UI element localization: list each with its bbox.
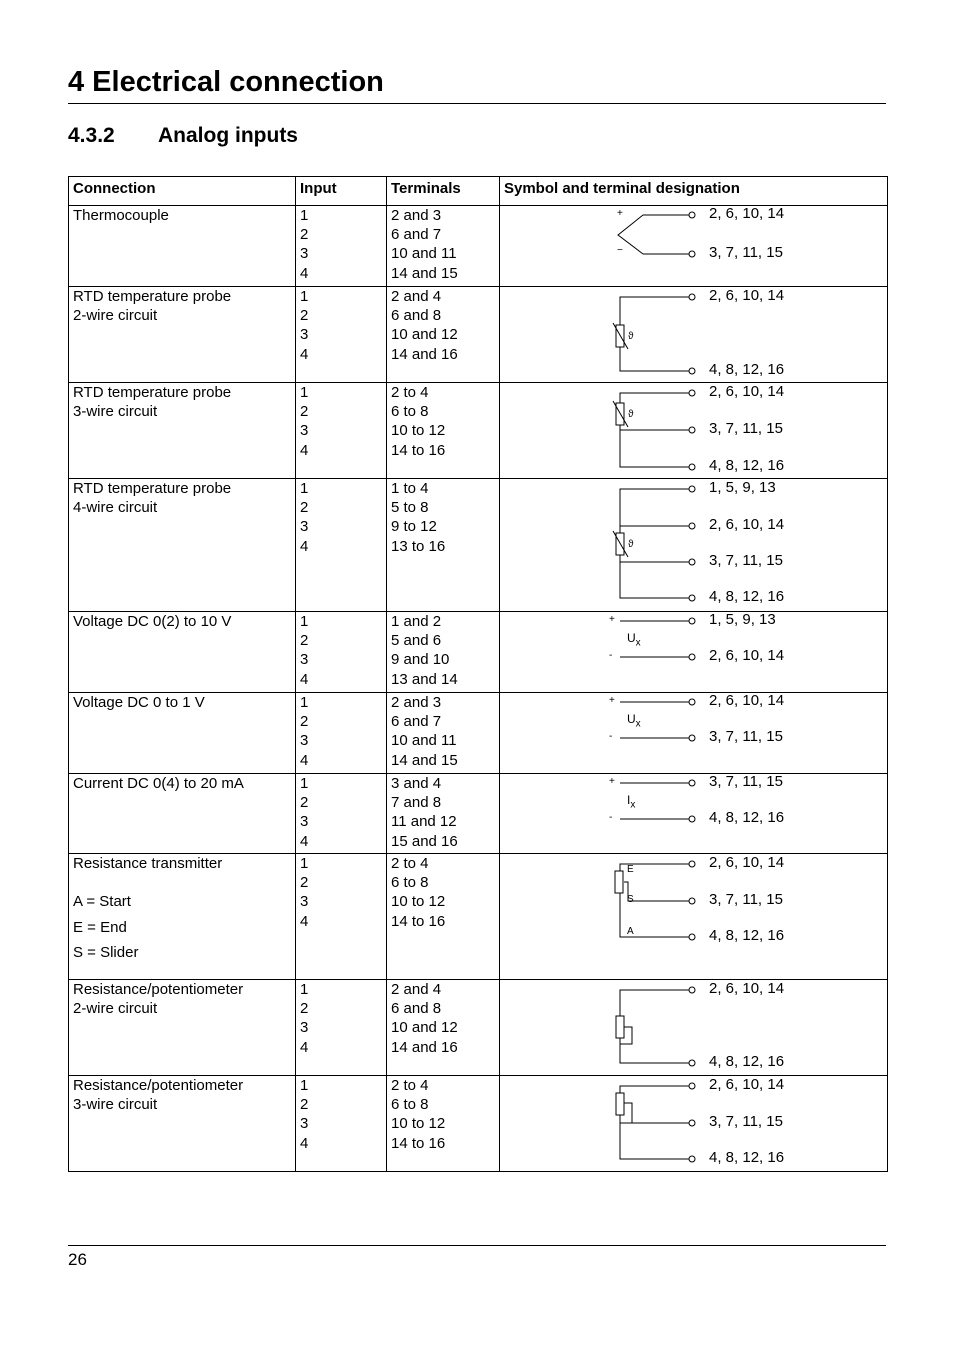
circuit-symbol bbox=[500, 1076, 886, 1172]
terminals-cell bbox=[387, 612, 500, 693]
input-cell-line: 2 bbox=[300, 794, 309, 812]
input-cell-line: 2 bbox=[300, 1000, 309, 1018]
input-cell-line: 4 bbox=[300, 1134, 309, 1152]
symbol-cell bbox=[500, 479, 888, 612]
input-cell-line: 1 bbox=[300, 207, 309, 224]
input-cell bbox=[296, 287, 387, 383]
table-row bbox=[69, 1076, 888, 1172]
symbol-cell bbox=[500, 980, 888, 1076]
terminal-label: 4, 8, 12, 16 bbox=[709, 1053, 785, 1070]
terminal-label: 4, 8, 12, 16 bbox=[709, 809, 785, 826]
minus-sign: - bbox=[609, 731, 613, 742]
connection-cell bbox=[69, 206, 296, 287]
terminal-circle-icon bbox=[689, 294, 695, 300]
terminal-circle-icon bbox=[689, 1120, 695, 1126]
terminal-label: 3, 7, 11, 15 bbox=[709, 244, 783, 261]
terminal-label: 3, 7, 11, 15 bbox=[709, 891, 783, 908]
wire bbox=[620, 425, 689, 467]
connection-cell-line: Thermocouple bbox=[73, 207, 169, 224]
connection-cell-line: 4-wire circuit bbox=[73, 499, 158, 517]
table-row bbox=[69, 693, 888, 774]
terminal-circle-icon bbox=[689, 1083, 695, 1089]
header-input: Input bbox=[296, 177, 387, 206]
circuit-symbol bbox=[500, 479, 886, 612]
terminals-cell-line: 6 to 8 bbox=[391, 403, 429, 421]
input-cell-line: 2 bbox=[300, 499, 309, 517]
input-cell bbox=[296, 383, 387, 479]
terminal-circle-icon bbox=[689, 987, 695, 993]
table-row bbox=[69, 612, 888, 693]
input-cell-line: 3 bbox=[300, 893, 309, 911]
connection-cell-line: RTD temperature probe bbox=[73, 384, 232, 401]
table-row bbox=[69, 980, 888, 1076]
section-title: Analog inputs bbox=[158, 124, 298, 147]
source-variable-name: I bbox=[627, 793, 631, 807]
input-cell-line: 4 bbox=[300, 345, 309, 363]
input-cell-line: 2 bbox=[300, 632, 309, 650]
symbol-cell bbox=[500, 693, 888, 774]
terminals-cell-line: 14 to 16 bbox=[391, 441, 446, 459]
table-row bbox=[69, 774, 888, 854]
wire bbox=[620, 555, 689, 598]
table-row bbox=[69, 206, 888, 287]
terminal-circle-icon bbox=[689, 464, 695, 470]
terminal-circle-icon bbox=[689, 1060, 695, 1066]
terminals-cell-line: 15 and 16 bbox=[391, 832, 458, 850]
terminals-cell-line: 10 to 12 bbox=[391, 422, 446, 440]
theta-symbol: ϑ bbox=[628, 331, 634, 342]
terminals-cell bbox=[387, 774, 500, 854]
symbol-cell bbox=[500, 854, 888, 980]
source-variable-subscript: x bbox=[635, 718, 641, 730]
terminals-cell-line: 10 and 11 bbox=[391, 732, 457, 750]
input-cell bbox=[296, 612, 387, 693]
input-cell-line: 1 bbox=[300, 288, 309, 305]
terminal-circle-icon bbox=[689, 486, 695, 492]
terminal-circle-icon bbox=[689, 251, 695, 257]
input-cell-line: 3 bbox=[300, 651, 309, 669]
terminals-cell-line: 13 and 14 bbox=[391, 670, 458, 688]
connection-cell bbox=[69, 854, 296, 980]
transmitter-resistor-icon bbox=[615, 871, 623, 893]
connection-cell-line: Current DC 0(4) to 20 mA bbox=[73, 775, 244, 792]
terminals-cell-line: 6 and 7 bbox=[391, 713, 442, 731]
terminal-label: 2, 6, 10, 14 bbox=[709, 516, 785, 533]
terminals-cell-line: 14 to 16 bbox=[391, 912, 446, 930]
terminals-cell-line: 6 and 8 bbox=[391, 1000, 442, 1018]
input-cell bbox=[296, 980, 387, 1076]
terminal-circle-icon bbox=[689, 780, 695, 786]
plus-sign: + bbox=[609, 776, 615, 787]
terminals-cell-line: 14 to 16 bbox=[391, 1134, 446, 1152]
table-row bbox=[69, 479, 888, 612]
input-cell-line: 1 bbox=[300, 981, 309, 998]
terminals-cell bbox=[387, 1076, 500, 1172]
terminals-cell-line: 2 to 4 bbox=[391, 384, 429, 401]
terminals-cell bbox=[387, 206, 500, 287]
input-cell-line: 1 bbox=[300, 480, 309, 497]
terminals-cell-line: 1 and 2 bbox=[391, 613, 442, 630]
terminals-cell-line: 10 to 12 bbox=[391, 1115, 446, 1133]
connection-cell bbox=[69, 774, 296, 854]
plus-sign: + bbox=[617, 208, 623, 219]
circuit-symbol bbox=[500, 383, 886, 479]
minus-sign: - bbox=[609, 650, 613, 661]
wire bbox=[620, 1086, 689, 1093]
symbol-cell bbox=[500, 774, 888, 854]
connection-cell bbox=[69, 980, 296, 1076]
terminal-label: 4, 8, 12, 16 bbox=[709, 361, 785, 378]
symbol-cell bbox=[500, 206, 888, 287]
terminals-cell-line: 6 and 7 bbox=[391, 226, 442, 244]
terminals-cell-line: 2 and 4 bbox=[391, 981, 442, 998]
terminal-label: 1, 5, 9, 13 bbox=[709, 479, 776, 496]
connection-cell bbox=[69, 287, 296, 383]
source-variable-subscript: x bbox=[630, 799, 636, 811]
source-variable bbox=[627, 793, 635, 810]
section-number: 4.3.2 bbox=[68, 124, 115, 147]
terminal-label: 4, 8, 12, 16 bbox=[709, 1149, 785, 1166]
terminal-label: 2, 6, 10, 14 bbox=[709, 854, 785, 871]
connection-cell-line: RTD temperature probe bbox=[73, 480, 232, 497]
header-terminals: Terminals bbox=[387, 177, 500, 206]
minus-sign: - bbox=[609, 812, 613, 823]
terminal-label: 4, 8, 12, 16 bbox=[709, 588, 785, 605]
symbol-cell bbox=[500, 612, 888, 693]
connection-cell-line: Resistance/potentiometer bbox=[73, 1077, 244, 1094]
source-variable bbox=[627, 712, 641, 729]
connection-cell-line: Resistance transmitter bbox=[73, 855, 223, 872]
potentiometer-icon bbox=[616, 1093, 624, 1115]
connection-cell bbox=[69, 383, 296, 479]
input-cell-line: 4 bbox=[300, 537, 309, 555]
input-cell-line: 4 bbox=[300, 1038, 309, 1056]
input-cell-line: 2 bbox=[300, 403, 309, 421]
terminal-circle-icon bbox=[689, 816, 695, 822]
plus-sign: + bbox=[609, 614, 615, 625]
input-cell-line: 4 bbox=[300, 832, 309, 850]
symbol-cell bbox=[500, 383, 888, 479]
terminals-cell-line: 6 to 8 bbox=[391, 1096, 429, 1114]
terminal-label: 2, 6, 10, 14 bbox=[709, 383, 785, 400]
connection-cell-line: 3-wire circuit bbox=[73, 403, 158, 421]
header-symbol: Symbol and terminal designation bbox=[500, 177, 888, 206]
connection-cell-line: 2-wire circuit bbox=[73, 1000, 158, 1018]
terminal-circle-icon bbox=[689, 368, 695, 374]
terminal-circle-icon bbox=[689, 212, 695, 218]
terminal-label: 2, 6, 10, 14 bbox=[709, 1076, 785, 1093]
table-header-row bbox=[69, 177, 888, 206]
terminal-circle-icon bbox=[689, 654, 695, 660]
terminal-label: 2, 6, 10, 14 bbox=[709, 980, 785, 997]
terminals-cell-line: 6 to 8 bbox=[391, 874, 429, 892]
terminal-circle-icon bbox=[689, 735, 695, 741]
terminals-cell-line: 3 and 4 bbox=[391, 775, 442, 792]
table-row bbox=[69, 854, 888, 980]
input-cell bbox=[296, 854, 387, 980]
header-connection: Connection bbox=[69, 177, 296, 206]
connection-cell bbox=[69, 693, 296, 774]
theta-symbol: ϑ bbox=[628, 409, 634, 420]
terminal-circle-icon bbox=[689, 559, 695, 565]
header-rule bbox=[68, 103, 886, 104]
input-cell bbox=[296, 1076, 387, 1172]
wire bbox=[624, 1103, 632, 1123]
terminals-cell-line: 9 to 12 bbox=[391, 518, 437, 536]
circuit-symbol bbox=[500, 980, 886, 1076]
connection-cell-line: A = Start bbox=[73, 893, 131, 911]
terminals-cell-line: 5 to 8 bbox=[391, 499, 429, 517]
terminal-label: 4, 8, 12, 16 bbox=[709, 457, 785, 474]
wire bbox=[620, 347, 689, 371]
wire bbox=[620, 1115, 689, 1159]
terminal-label: 2, 6, 10, 14 bbox=[709, 692, 785, 709]
page-number: 26 bbox=[68, 1250, 87, 1269]
input-cell bbox=[296, 693, 387, 774]
terminals-cell bbox=[387, 980, 500, 1076]
input-cell-line: 4 bbox=[300, 441, 309, 459]
terminal-circle-icon bbox=[689, 699, 695, 705]
source-variable-subscript: x bbox=[635, 637, 641, 649]
connection-cell-line: Voltage DC 0(2) to 10 V bbox=[73, 613, 232, 630]
table-row bbox=[69, 287, 888, 383]
terminal-circle-icon bbox=[689, 898, 695, 904]
terminal-circle-icon bbox=[689, 618, 695, 624]
connection-cell bbox=[69, 479, 296, 612]
terminal-circle-icon bbox=[689, 1156, 695, 1162]
table-row bbox=[69, 383, 888, 479]
input-cell-line: 2 bbox=[300, 713, 309, 731]
terminal-label: 2, 6, 10, 14 bbox=[709, 205, 785, 222]
input-cell-line: 2 bbox=[300, 226, 309, 244]
input-cell-line: 1 bbox=[300, 1077, 309, 1094]
input-cell-line: 3 bbox=[300, 245, 309, 263]
terminals-cell-line: 11 and 12 bbox=[391, 813, 457, 831]
input-cell-line: 2 bbox=[300, 874, 309, 892]
minus-sign: − bbox=[617, 245, 623, 256]
input-cell-line: 3 bbox=[300, 326, 309, 344]
terminals-cell-line: 10 and 12 bbox=[391, 1019, 458, 1037]
terminal-circle-icon bbox=[689, 595, 695, 601]
terminals-cell-line: 13 to 16 bbox=[391, 537, 446, 555]
terminals-cell-line: 10 to 12 bbox=[391, 893, 446, 911]
connection-cell-line: S = Slider bbox=[73, 943, 139, 961]
input-cell-line: 3 bbox=[300, 732, 309, 750]
terminal-label: 2, 6, 10, 14 bbox=[709, 287, 785, 304]
symbol-cell bbox=[500, 287, 888, 383]
terminal-label: 3, 7, 11, 15 bbox=[709, 420, 783, 437]
input-cell-line: 4 bbox=[300, 751, 309, 769]
terminals-cell bbox=[387, 383, 500, 479]
connection-cell-line: 2-wire circuit bbox=[73, 307, 158, 325]
wire bbox=[620, 393, 689, 403]
terminals-cell-line: 14 and 16 bbox=[391, 345, 458, 363]
circuit-symbol bbox=[500, 287, 886, 383]
end-letter: E bbox=[627, 864, 634, 875]
terminal-label: 2, 6, 10, 14 bbox=[709, 647, 785, 664]
wire bbox=[620, 990, 689, 1016]
symbol-cell bbox=[500, 1076, 888, 1172]
source-variable-name: U bbox=[627, 712, 636, 726]
terminal-label: 1, 5, 9, 13 bbox=[709, 611, 776, 628]
chapter-title: 4 Electrical connection bbox=[68, 66, 384, 98]
connection-cell-line: Voltage DC 0 to 1 V bbox=[73, 694, 205, 711]
footer-rule bbox=[68, 1245, 886, 1246]
terminal-label: 3, 7, 11, 15 bbox=[709, 773, 783, 790]
terminals-cell-line: 5 and 6 bbox=[391, 632, 442, 650]
terminals-cell-line: 2 and 3 bbox=[391, 207, 442, 224]
circuit-symbol bbox=[500, 612, 886, 693]
terminal-label: 3, 7, 11, 15 bbox=[709, 552, 783, 569]
input-cell-line: 3 bbox=[300, 1019, 309, 1037]
terminals-cell bbox=[387, 479, 500, 612]
terminal-label: 3, 7, 11, 15 bbox=[709, 1113, 783, 1130]
terminals-cell bbox=[387, 287, 500, 383]
terminals-cell-line: 14 and 15 bbox=[391, 264, 458, 282]
terminal-circle-icon bbox=[689, 934, 695, 940]
input-cell-line: 1 bbox=[300, 694, 309, 711]
circuit-symbol bbox=[500, 206, 886, 287]
input-cell bbox=[296, 774, 387, 854]
input-cell bbox=[296, 206, 387, 287]
connection-cell bbox=[69, 612, 296, 693]
input-cell-line: 3 bbox=[300, 1115, 309, 1133]
circuit-symbol bbox=[500, 693, 886, 774]
input-cell-line: 4 bbox=[300, 264, 309, 282]
connection-cell-line: 3-wire circuit bbox=[73, 1096, 158, 1114]
terminals-cell-line: 10 and 11 bbox=[391, 245, 457, 263]
input-cell bbox=[296, 479, 387, 612]
terminal-circle-icon bbox=[689, 390, 695, 396]
terminal-circle-icon bbox=[689, 427, 695, 433]
terminals-cell-line: 6 and 8 bbox=[391, 307, 442, 325]
connection-cell-line: E = End bbox=[73, 918, 127, 936]
input-cell-line: 3 bbox=[300, 813, 309, 831]
terminals-cell-line: 1 to 4 bbox=[391, 480, 429, 497]
terminal-circle-icon bbox=[689, 523, 695, 529]
terminals-cell-line: 7 and 8 bbox=[391, 794, 442, 812]
terminals-cell-line: 14 and 16 bbox=[391, 1038, 458, 1056]
terminals-cell-line: 2 and 4 bbox=[391, 288, 442, 305]
input-cell-line: 4 bbox=[300, 912, 309, 930]
wire bbox=[620, 1038, 689, 1063]
potentiometer-icon bbox=[616, 1016, 624, 1038]
circuit-symbol bbox=[500, 774, 886, 854]
source-variable-name: U bbox=[627, 631, 636, 645]
section-heading bbox=[68, 124, 298, 148]
connection-cell-line bbox=[73, 873, 291, 892]
terminals-cell bbox=[387, 693, 500, 774]
source-variable bbox=[627, 631, 641, 648]
terminals-cell-line: 10 and 12 bbox=[391, 326, 458, 344]
input-cell-line: 3 bbox=[300, 422, 309, 440]
input-cell-line: 3 bbox=[300, 518, 309, 536]
terminal-label: 4, 8, 12, 16 bbox=[709, 927, 785, 944]
terminal-circle-icon bbox=[689, 861, 695, 867]
plus-sign: + bbox=[609, 695, 615, 706]
start-letter: A bbox=[627, 926, 634, 937]
terminals-cell bbox=[387, 854, 500, 980]
slider-letter: S bbox=[627, 894, 634, 905]
input-cell-line: 1 bbox=[300, 775, 309, 792]
input-cell-line: 1 bbox=[300, 384, 309, 401]
terminal-label: 3, 7, 11, 15 bbox=[709, 728, 783, 745]
connection-cell-line: Resistance/potentiometer bbox=[73, 981, 244, 998]
analog-inputs-table bbox=[68, 176, 888, 1172]
wire bbox=[620, 297, 689, 325]
connection-cell bbox=[69, 1076, 296, 1172]
input-cell-line: 1 bbox=[300, 855, 309, 872]
circuit-symbol bbox=[500, 854, 886, 980]
terminals-cell-line: 2 to 4 bbox=[391, 1077, 429, 1094]
terminals-cell-line: 2 and 3 bbox=[391, 694, 442, 711]
input-cell-line: 1 bbox=[300, 613, 309, 630]
theta-symbol: ϑ bbox=[628, 539, 634, 550]
terminals-cell-line: 2 to 4 bbox=[391, 855, 429, 872]
terminals-cell-line: 9 and 10 bbox=[391, 651, 450, 669]
input-cell-line: 2 bbox=[300, 307, 309, 325]
input-cell-line: 2 bbox=[300, 1096, 309, 1114]
input-cell-line: 4 bbox=[300, 670, 309, 688]
connection-cell-line: RTD temperature probe bbox=[73, 288, 232, 305]
terminals-cell-line: 14 and 15 bbox=[391, 751, 458, 769]
